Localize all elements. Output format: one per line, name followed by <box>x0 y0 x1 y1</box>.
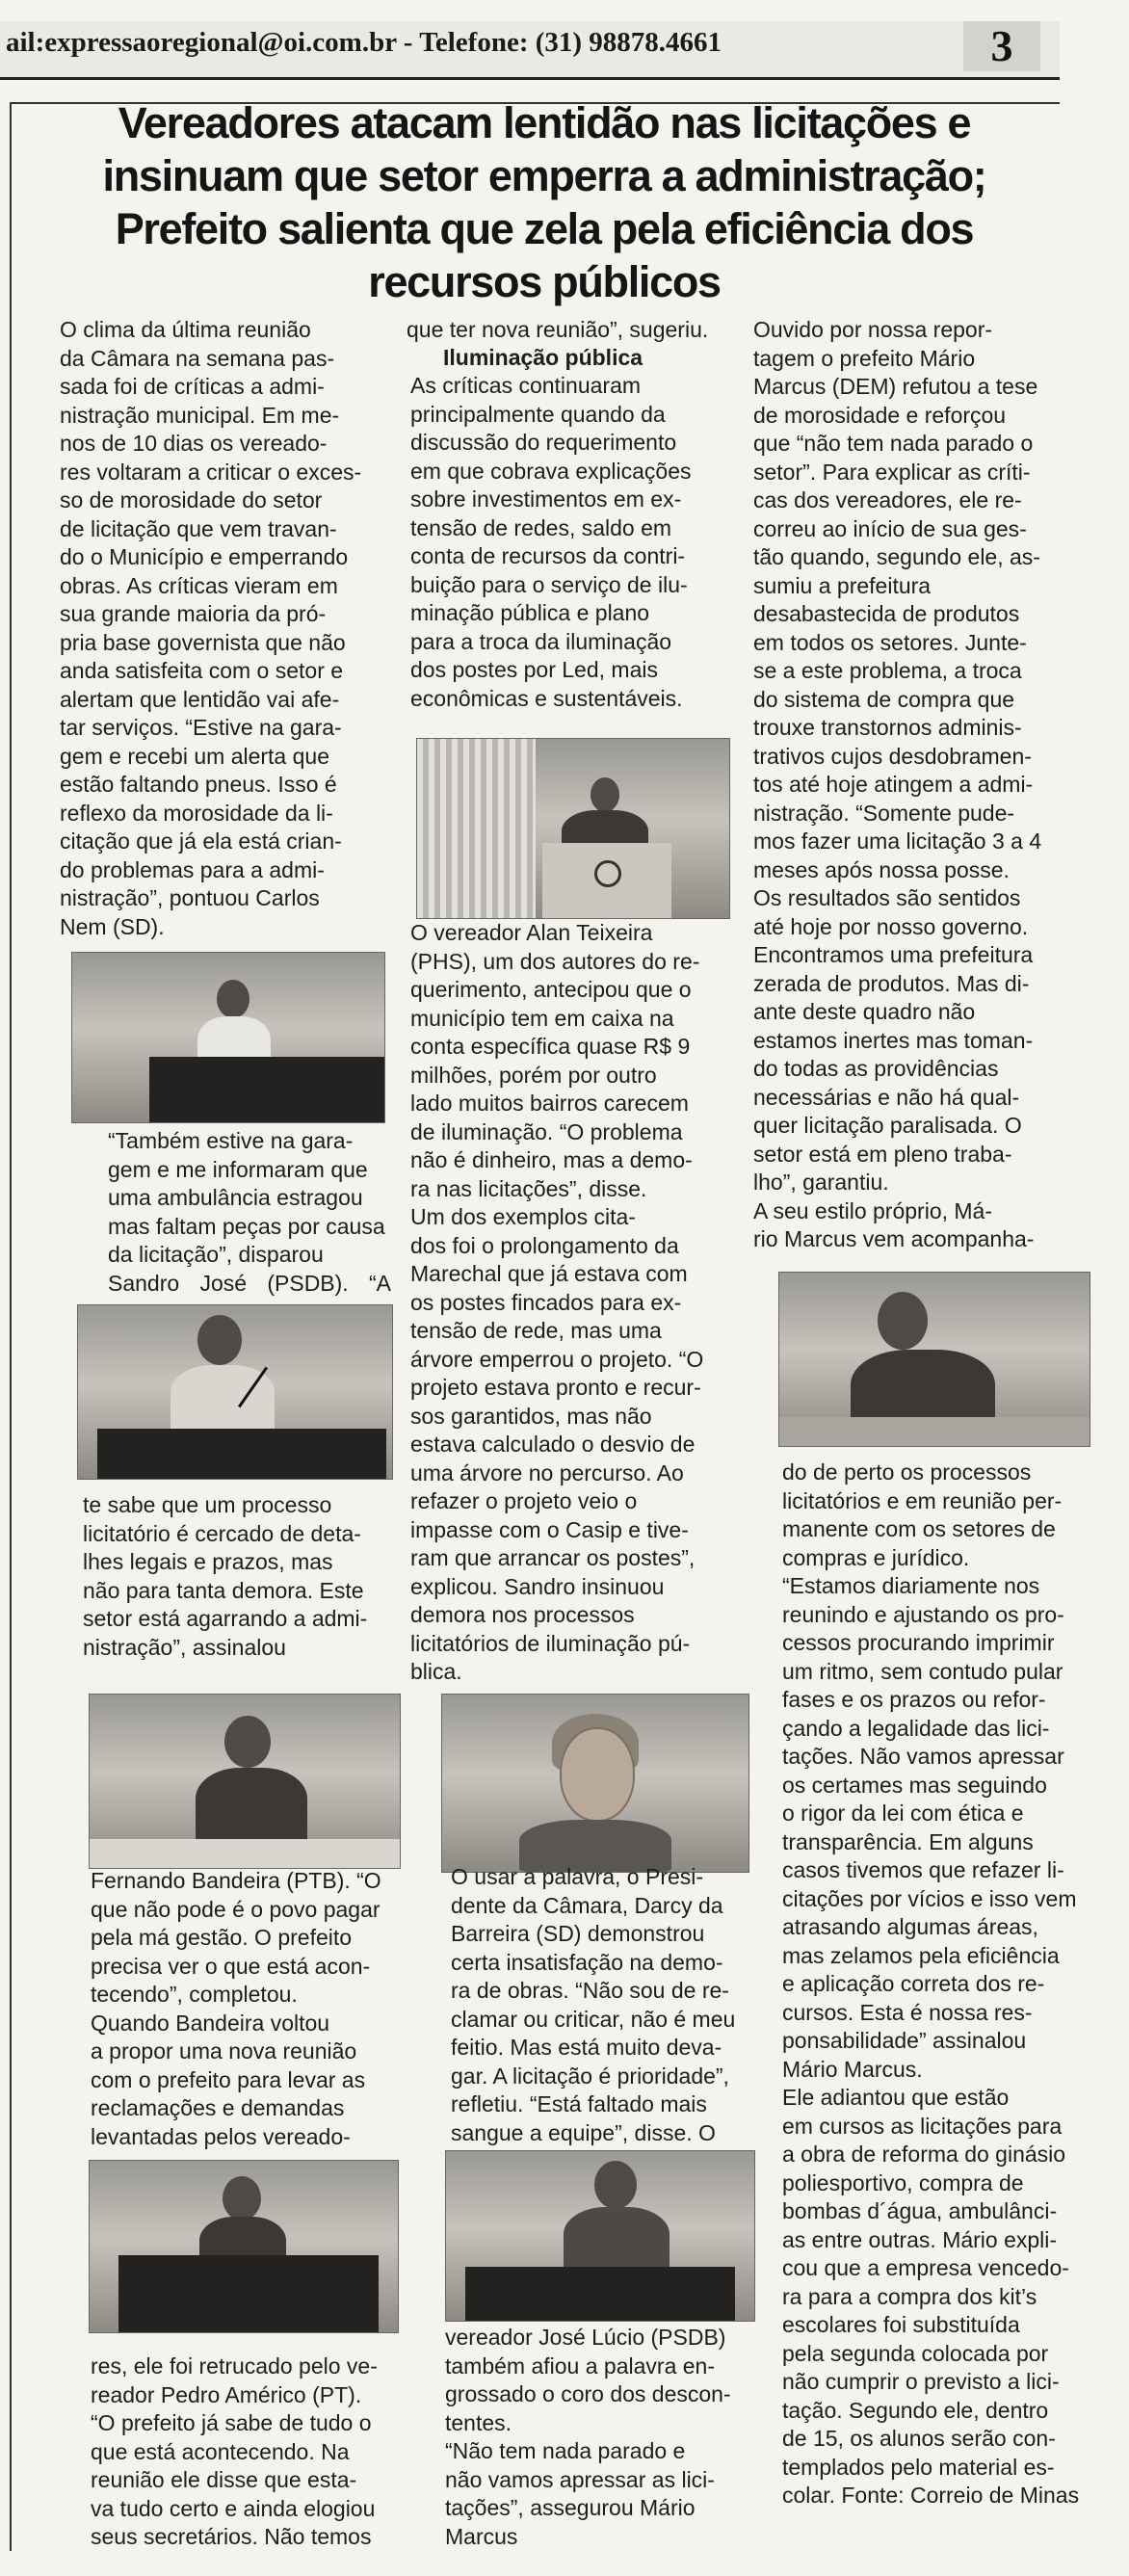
photo-sandro-jose <box>77 1304 393 1480</box>
photo-darcy-da-barreira <box>441 1694 749 1873</box>
photo-carlos-nem <box>71 952 385 1123</box>
col1-paragraph-1: O clima da última reunião da Câmara na semana pas- sada foi de críticas a admi- nistração municipal. Em me- nos de 10 dias os vereado- res voltaram a criticar o exces- so de morosidade do setor de licitação que vem travan- do o Município e emperrando obras. As críticas vieram em sua grande maioria da pró- pria base governista que não anda satisfeita com o setor e alertam que lentidão vai afe- tar serviços. “Estive na gara- gem e recebi um alerta que estão faltando pneus. Isso é reflexo da morosidade da li- citação que já ela está crian- do problemas para a admi- nistração”, pontuou Carlos Nem (SD). <box>60 317 362 939</box>
col1-paragraph-3: te sabe que um processo licitatório é cercado de deta- lhes legais e prazos, mas não para tanta demora. Este setor está agarrando a admi- nistração”, assinalou <box>83 1492 368 1660</box>
contact-line: ail:expressaoregional@oi.com.br - Telefone: (31) 98878.4661 <box>6 27 722 58</box>
photo-pedro-americo <box>89 2160 399 2333</box>
article-frame-left <box>10 104 12 2551</box>
col2-paragraph-4: O usar a palavra, o Presi- dente da Câmara, Darcy da Barreira (SD) demonstrou certa insatisfação na demo- ra de obras. “Não sou de re- clamar ou criticar, não é meu feitio. Mas está muito deva- gar. A licitação é prioridade”, refletiu. “Está faltado mais sangue a equipe”, disse. O <box>451 1864 736 2145</box>
photo-fernando-bandeira <box>89 1694 401 1869</box>
col2-paragraph-5: vereador José Lúcio (PSDB) também afiou a palavra en- grossado o coro dos descon- tentes. “Não tem nada parado e não vamos apressar as lici- tações”, assegurou Mário Marcus <box>445 2325 731 2549</box>
col2-paragraph-3: O vereador Alan Teixeira (PHS), um dos autores do re- querimento, antecipou que o município tem em caixa na conta específica quase R$ 9 milhões, porém por outro lado muitos bairros carecem de iluminação. “O problema não é dinheiro, mas a demo- ra nas licitações”, disse. Um dos exemplos cita- dos foi o prolongamento da Marechal que já estava com os postes fincados para ex- tensão de rede, mas uma árvore emperrou o projeto. “O projeto estava pronto e recur- sos garantidos, mas não estava calculado o desvio de uma árvore no percurso. Ao refazer o projeto veio o impasse com o Casip e tive- ram que arrancar os postes”, explicou. Sandro insinuou demora nos processos licitatórios de iluminação pú- blica. <box>410 920 704 1684</box>
col3-paragraph-1: Ouvido por nossa repor- tagem o prefeito Mário Marcus (DEM) refutou a tese de morosidade e reforçou que “não tem nada parado o setor”. Para explicar as críti- cas dos vereadores, ele re- correu ao início de sua ges- tão quando, segundo ele, as- sumiu a prefeitura desabastecida de produtos em todos os setores. Junte- se a este problema, a troca do sistema de compra que trouxe transtornos adminis- trativos cujos desdobramen- tos até hoje atingem a admi- nistração. “Somente pude- mos fazer uma licitação 3 a 4 meses após nossa posse. Os resultados são sentidos até hoje por nosso governo. Encontramos uma prefeitura zerada de produtos. Mas di- ante deste quadro não estamos inertes mas toman- do todas as providências necessárias e não há qual- quer licitação paralisada. O setor está em pleno traba- lho”, garantiu. A seu estilo próprio, Má- rio Marcus vem acompanha- <box>753 317 1042 1251</box>
col2-paragraph-1: que ter nova reunião”, sugeriu. <box>407 317 709 342</box>
col3-paragraph-2: do de perto os processos licitatórios e em reunião per- manente com os setores de compras e jurídico. “Estamos diariamente nos reunindo e ajustando os pro- cessos procurando imprimir um ritmo, sem contudo pular fases e os prazos ou refor- çando a legalidade das lici- tações. Não vamos apressar os certames mas seguindo o rigor da lei com ética e transparência. Em alguns casos tivemos que refazer li- citações por vícios e isso vem atrasando algumas áreas, mas zelamos pela eficiência e aplicação correta dos re- cursos. Esta é nossa res- ponsabilidade” assinalou Mário Marcus. Ele adiantou que estão em cursos as licitações para a obra de reforma do ginásio poliesportivo, compra de bombas d´água, ambulânci- as entre outras. Mário expli- cou que a empresa vencedo- ra para a compra dos kit’s escolares foi substituída pela segunda colocada por não cumprir o previsto a lici- tação. Segundo ele, dentro de 15, os alunos serão con- templados pelo material es- colar. Fonte: Correio de Minas <box>782 1459 1080 2508</box>
headline: Vereadores atacam lentidão nas licitações e insinuam que setor emperra a administração; Prefeito salienta que zela pela eficiência dos recursos públicos <box>102 98 986 306</box>
photo-mario-marcus <box>778 1272 1090 1447</box>
col1-paragraph-2: “Também estive na gara- gem e me informaram que uma ambulância estragou mas faltam peças por causa da licitação”, disparou Sandro José (PSDB). “A <box>108 1128 391 1296</box>
col2-paragraph-2: As críticas continuaram principalmente quando da discussão do requerimento em que cobrava explicações sobre investimentos em ex- tensão de redes, saldo em conta de recursos da contri- buição para o serviço de ilu- minação pública e plano para a troca da iluminação dos postes por Led, mais econômicas e sustentáveis. <box>410 373 692 711</box>
col2-subhead: Iluminação pública <box>443 345 643 370</box>
col1-paragraph-5: res, ele foi retrucado pelo ve- reador Pedro Américo (PT). “O prefeito já sabe de tudo o que está acontecendo. Na reunião ele disse que esta- va tudo certo e ainda elogiou seus secretários. Não temos <box>91 2353 378 2549</box>
page-number: 3 <box>963 21 1040 71</box>
col1-paragraph-4: Fernando Bandeira (PTB). “O que não pode é o povo pagar pela má gestão. O prefeito precisa ver o que está acon- tecendo”, completou. Quando Bandeira voltou a propor uma nova reunião com o prefeito para levar as reclamações e demandas levantadas pelos vereado- <box>91 1868 381 2149</box>
photo-alan-teixeira <box>416 738 730 919</box>
photo-jose-lucio <box>445 2150 755 2322</box>
